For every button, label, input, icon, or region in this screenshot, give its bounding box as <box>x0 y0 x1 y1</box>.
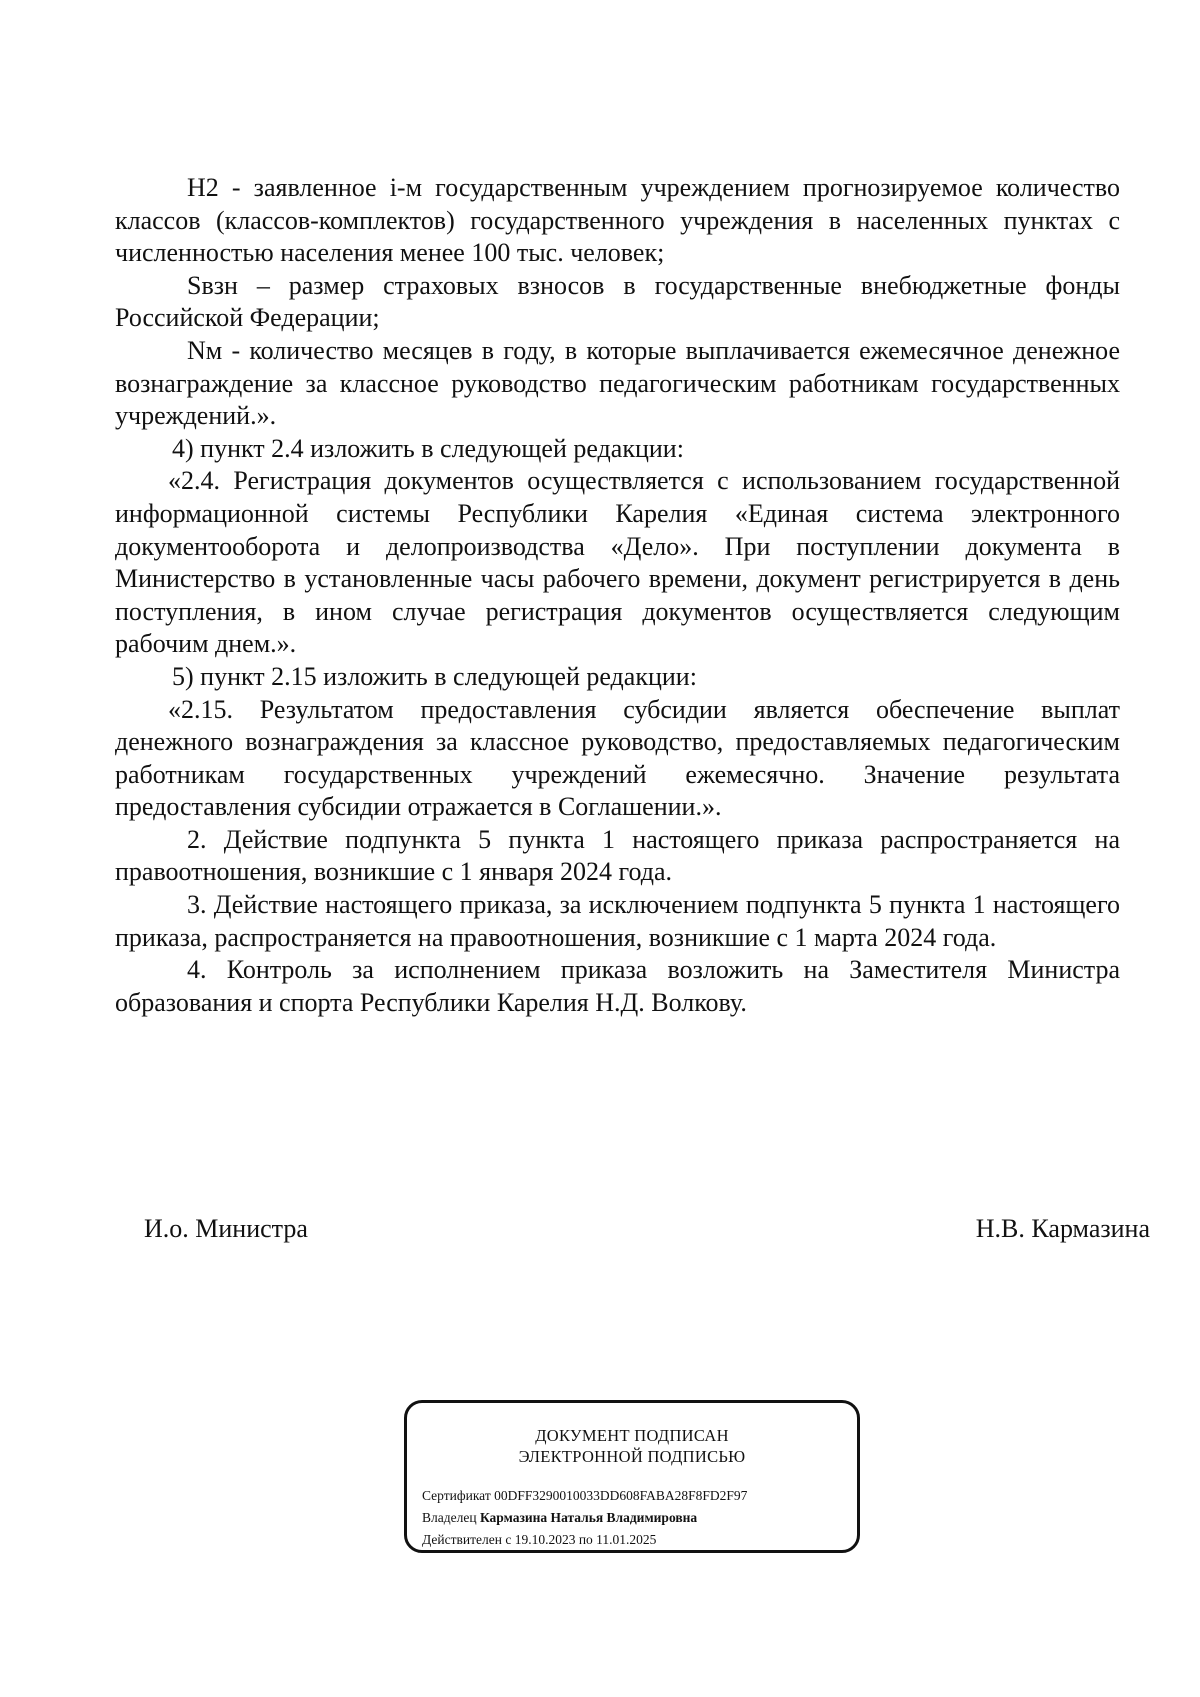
valid-to-label: по <box>578 1532 593 1547</box>
valid-to-date: 11.01.2025 <box>596 1532 657 1547</box>
stamp-validity-line <box>422 1531 656 1549</box>
paragraph-n2-definition: Н2 - заявленное i-м государственным учреждением прогнозируемое количество классов (классов-комплектов) государственного учреждения в населенных пунктах с численностью населения менее 100 тыс. человек; <box>115 173 1120 268</box>
owner-value: Кармазина Наталья Владимировна <box>479 1510 698 1525</box>
signatory-name: Н.В. Кармазина <box>975 1214 1150 1243</box>
valid-from-date: 19.10.2023 <box>514 1532 576 1547</box>
owner-label: Владелец <box>422 1510 477 1525</box>
stamp-heading <box>407 1425 857 1467</box>
valid-from-label: с <box>505 1532 512 1547</box>
paragraph-item-4: 4) пункт 2.4 изложить в следующей редакции: <box>172 433 684 463</box>
certificate-value: 00DFF3290010033DD608FABA28F8FD2F97 <box>494 1488 748 1503</box>
paragraph-nm-definition: Nм - количество месяцев в году, в которые выплачивается ежемесячное денежное вознаграждение за классное руководство педагогическим работникам государственных учреждений.». <box>115 335 1120 431</box>
stamp-owner-line <box>422 1509 697 1527</box>
document-body <box>115 172 1120 1019</box>
stamp-heading-line-1: ДОКУМЕНТ ПОДПИСАН <box>535 1426 729 1445</box>
paragraph-item-5: 5) пункт 2.15 изложить в следующей редакции: <box>172 661 697 691</box>
paragraph-svzn-definition: Sвзн – размер страховых взносов в государственные внебюджетные фонды Российской Федерации; <box>115 270 1120 333</box>
stamp-heading-line-2: ЭЛЕКТРОННОЙ ПОДПИСЬЮ <box>518 1447 746 1466</box>
paragraph-clause-2-15: «2.15. Результатом предоставления субсидии является обеспечение выплат денежного вознаграждения за классное руководство, предоставляемых педагогическим работникам государственных учреждений ежемесячно. Значение результата предоставления субсидии отражается в Соглашении.». <box>115 694 1120 822</box>
certificate-label: Сертификат <box>422 1488 491 1503</box>
paragraph-point-3: 3. Действие настоящего приказа, за исключением подпункта 5 пункта 1 настоящего приказа, распространяется на правоотношения, возникшие с 1 марта 2024 года. <box>115 890 1120 952</box>
paragraph-point-4: 4. Контроль за исполнением приказа возложить на Заместителя Министра образования и спорта Республики Карелия Н.Д. Волкову. <box>115 955 1120 1017</box>
paragraph-clause-2-4: «2.4. Регистрация документов осуществляется с использованием государственной информационной системы Республики Карелия «Единая система электронного документооборота и делопроизводства «Дело». При поступлении документа в Министерство в установленные часы рабочего времени, документ регистрируется в день поступления, в ином случае регистрация документов осуществляется следующим рабочим днем.». <box>115 466 1120 659</box>
electronic-signature-stamp <box>404 1400 860 1553</box>
paragraph-point-2: 2. Действие подпункта 5 пункта 1 настоящего приказа распространяется на правоотношения, возникшие с 1 января 2024 года. <box>115 824 1120 887</box>
signatory-position: И.о. Министра <box>144 1214 308 1243</box>
valid-label: Действителен <box>422 1532 502 1547</box>
stamp-certificate-line <box>422 1487 747 1505</box>
